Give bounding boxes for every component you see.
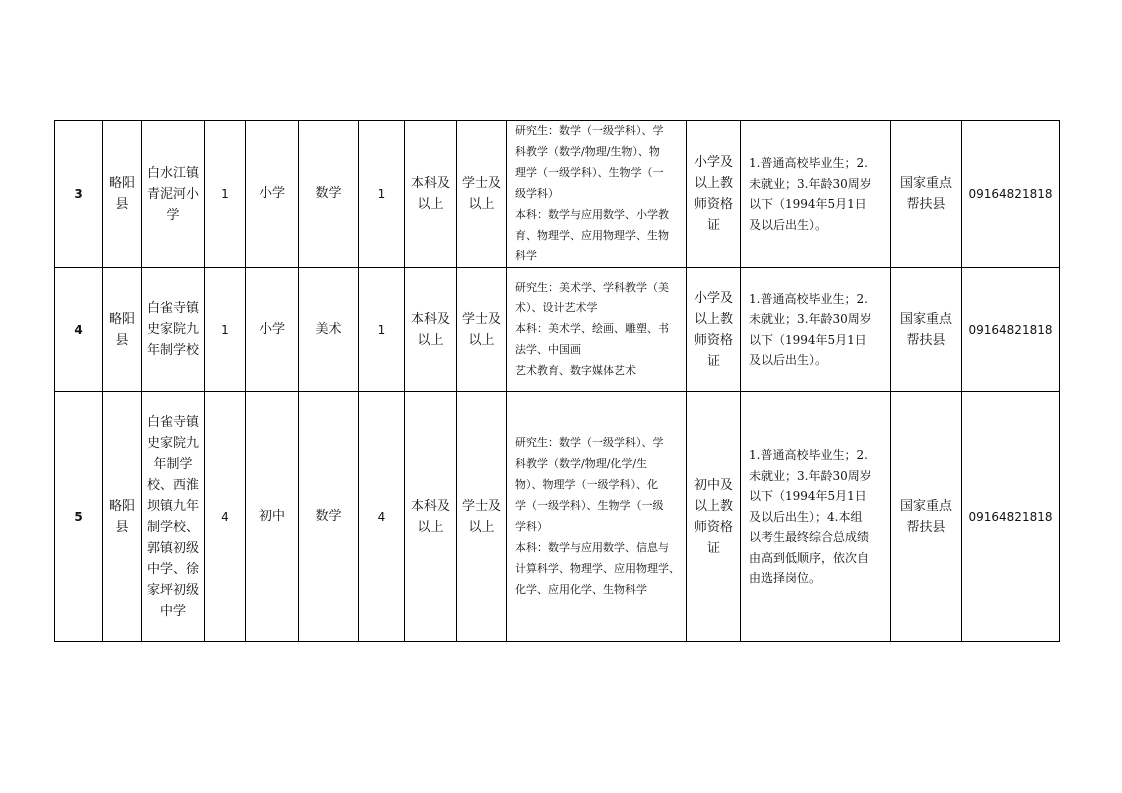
requirement-line: 未就业；3.年龄30周岁 (749, 176, 872, 191)
row-number: 4 (55, 268, 103, 392)
requirement-line: 1.普通高校毕业生；2. (749, 448, 868, 463)
requirement-cell (741, 121, 891, 268)
major-line: 科教学（数学/物理/生物）、物 (515, 144, 660, 158)
major-line: 学（一级学科）、生物学（一级 (515, 498, 664, 512)
major-line: 本科：美术学、绘画、雕塑、书 (515, 322, 669, 336)
requirement-line: 由选择岗位。 (749, 571, 822, 586)
certificate-cell: 小学及以上教师资格证 (687, 121, 741, 268)
education-cell: 本科及以上 (405, 392, 457, 642)
count-cell: 1 (205, 121, 246, 268)
major-line: 法学、中国画 (515, 343, 581, 357)
requirement-line: 1.普通高校毕业生；2. (749, 156, 868, 171)
school-cell: 白雀寺镇史家院九年制学校、西淮坝镇九年制学校、郭镇初级中学、徐家坪初级中学 (142, 392, 205, 642)
requirement-line: 由高到低顺序，依次自 (749, 550, 870, 565)
quota-cell: 1 (359, 121, 405, 268)
degree-cell: 学士及以上 (457, 121, 507, 268)
education-cell: 本科及以上 (405, 121, 457, 268)
phone-cell: 09164821818 (962, 268, 1060, 392)
major-cell (507, 121, 687, 268)
county-cell: 略阳县 (103, 121, 142, 268)
region-cell: 国家重点帮扶县 (891, 121, 962, 268)
count-cell: 4 (205, 392, 246, 642)
certificate-cell: 初中及以上教师资格证 (687, 392, 741, 642)
level-cell: 小学 (246, 121, 299, 268)
major-line: 物）、物理学（一级学科）、化 (515, 478, 658, 492)
major-line: 学科） (515, 519, 548, 533)
school-cell: 白水江镇青泥河小学 (142, 121, 205, 268)
recruitment-table (54, 120, 1060, 642)
school-cell: 白雀寺镇史家院九年制学校 (142, 268, 205, 392)
level-cell: 小学 (246, 268, 299, 392)
major-line: 理学（一级学科）、生物学（一 (515, 165, 664, 179)
requirement-cell (741, 268, 891, 392)
major-cell (507, 268, 687, 392)
subject-cell: 数学 (299, 392, 359, 642)
certificate-cell: 小学及以上教师资格证 (687, 268, 741, 392)
count-cell: 1 (205, 268, 246, 392)
requirement-line: 未就业；3.年龄30周岁 (749, 468, 872, 483)
table-row (55, 392, 1060, 642)
major-line: 本科：数学与应用数学、信息与 (515, 540, 669, 554)
table-row (55, 268, 1060, 392)
requirement-line: 1.普通高校毕业生；2. (749, 291, 868, 306)
major-cell (507, 392, 687, 642)
county-cell: 略阳县 (103, 392, 142, 642)
major-line: 研究生：美术学、学科教学（美 (515, 280, 669, 294)
education-cell: 本科及以上 (405, 268, 457, 392)
major-line: 化学、应用化学、生物科学 (515, 582, 647, 596)
requirement-cell (741, 392, 891, 642)
requirement-line: 以下（1994年5月1日 (749, 332, 867, 347)
quota-cell: 1 (359, 268, 405, 392)
county-cell: 略阳县 (103, 268, 142, 392)
requirement-line: 以下（1994年5月1日 (749, 489, 867, 504)
major-line: 科学 (515, 249, 537, 263)
level-cell: 初中 (246, 392, 299, 642)
requirement-line: 及以后出生）。 (749, 353, 828, 368)
quota-cell: 4 (359, 392, 405, 642)
major-line: 研究生：数学（一级学科）、学 (515, 436, 664, 450)
degree-cell: 学士及以上 (457, 392, 507, 642)
region-cell: 国家重点帮扶县 (891, 392, 962, 642)
major-line: 本科：数学与应用数学、小学教 (515, 207, 669, 221)
phone-cell: 09164821818 (962, 121, 1060, 268)
major-line: 研究生：数学（一级学科）、学 (515, 124, 664, 137)
major-line: 艺术教育、数字媒体艺术 (515, 364, 636, 378)
row-number: 5 (55, 392, 103, 642)
major-line: 育、物理学、应用物理学、生物 (515, 228, 669, 242)
subject-cell: 数学 (299, 121, 359, 268)
phone-cell: 09164821818 (962, 392, 1060, 642)
table-row (55, 121, 1060, 268)
requirement-line: 以下（1994年5月1日 (749, 197, 867, 212)
major-line: 术）、设计艺术学 (515, 301, 598, 315)
row-number: 3 (55, 121, 103, 268)
degree-cell: 学士及以上 (457, 268, 507, 392)
requirement-line: 以考生最终综合总成绩 (749, 530, 870, 545)
region-cell: 国家重点帮扶县 (891, 268, 962, 392)
requirement-line: 及以后出生）；4.本组 (749, 509, 863, 524)
requirement-line: 未就业；3.年龄30周岁 (749, 312, 872, 327)
major-line: 级学科） (515, 186, 559, 200)
major-line: 科教学（数学/物理/化学/生 (515, 457, 648, 471)
major-line: 计算科学、物理学、应用物理学、 (515, 561, 680, 575)
requirement-line: 及以后出生）。 (749, 217, 828, 232)
subject-cell: 美术 (299, 268, 359, 392)
